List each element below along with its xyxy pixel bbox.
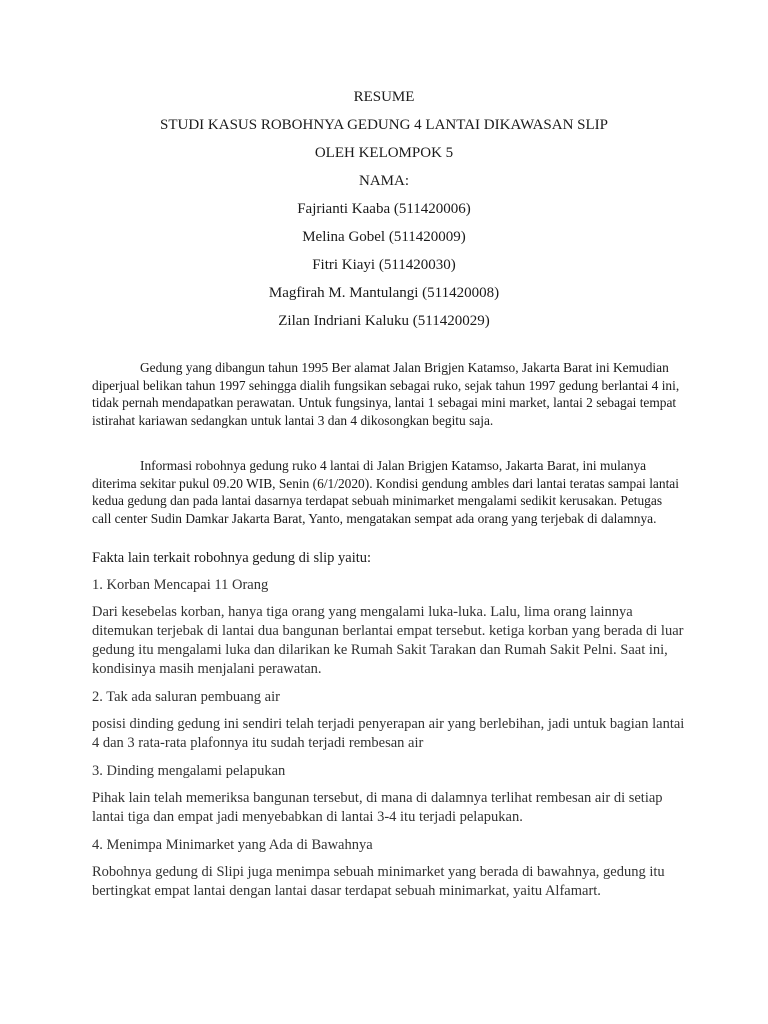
member-name: Magfirah M. Mantulangi (511420008) bbox=[268, 285, 500, 301]
document-title: STUDI KASUS ROBOHNYA GEDUNG 4 LANTAI DIKAWASAN SLIP bbox=[159, 117, 609, 133]
facts-heading: Fakta lain terkait robohnya gedung di slip yaitu: bbox=[92, 550, 372, 566]
fact-body: Robohnya gedung di Slipi juga menimpa sebuah minimarket yang berada di bawahnya, gedung itu bertingkat empat lantai dengan lantai dasar terdapat sebuah minimarkat, yaitu Alfamart. bbox=[92, 864, 665, 899]
info-paragraph: Informasi robohnya gedung ruko 4 lantai di Jalan Brigjen Katamso, Jakarta Barat, ini mulanya diterima sekitar pukul 09.20 WIB, Senin (6/1/2020). Kondisi gendung ambles dari lantai teratas sampai lantai kedua gedung dan pada lantai dasarnya terdapat sebuah minimarket mengalami sedikit kerusakan. Petugas call center Sudin Damkar Jakarta Barat, Yanto, mengatakan sempat ada orang yang terjebak di dalamnya. bbox=[92, 458, 679, 526]
fact-heading: 3. Dinding mengalami pelapukan bbox=[92, 763, 286, 779]
fact-body: Dari kesebelas korban, hanya tiga orang yang mengalami luka-luka. Lalu, lima orang lainnya ditemukan terjebak di lantai dua bangunan berlantai empat tersebut. ketiga korban yang berada di luar gedung itu mengalami luka dan dilarikan ke Rumah Sakit Tarakan dan Rumah Sakit Pelni. Saat ini, kondisinya masih menjalani perawatan. bbox=[92, 604, 684, 677]
fact-body: Pihak lain telah memeriksa bangunan tersebut, di mana di dalamnya terlihat rembesan air di setiap lantai tiga dan empat jadi menyebabkan di lantai 3-4 itu terjadi pelapukan. bbox=[92, 790, 663, 825]
intro-paragraph: Gedung yang dibangun tahun 1995 Ber alamat Jalan Brigjen Katamso, Jakarta Barat ini Kemudian diperjual belikan tahun 1997 sehingga dialih fungsikan sebagai ruko, sejak tahun 1997 gedung berlantai 4 ini, tidak pernah mendapatkan perawatan. Untuk fungsinya, lantai 1 sebagai mini market, lantai 2 sebagai tempat istirahat kariawan sedangkan untuk lantai 3 dan 4 dikosongkan begitu saja. bbox=[92, 360, 680, 428]
fact-body: posisi dinding gedung ini sendiri telah terjadi penyerapan air yang berlebihan, jadi untuk bagian lantai 4 dan 3 rata-rata plafonnya itu sudah terjadi rembesan air bbox=[92, 716, 685, 751]
fact-heading: 1. Korban Mencapai 11 Orang bbox=[92, 577, 269, 593]
member-name: Fajrianti Kaaba (511420006) bbox=[297, 201, 471, 217]
fact-heading: 4. Menimpa Minimarket yang Ada di Bawahnya bbox=[92, 837, 373, 853]
fact-heading: 2. Tak ada saluran pembuang air bbox=[92, 689, 280, 705]
resume-heading: RESUME bbox=[353, 89, 415, 105]
names-label: NAMA: bbox=[358, 173, 409, 189]
member-name: Zilan Indriani Kaluku (511420029) bbox=[278, 313, 490, 329]
member-name: Melina Gobel (511420009) bbox=[302, 229, 466, 245]
group-label: OLEH KELOMPOK 5 bbox=[314, 145, 454, 161]
member-name: Fitri Kiayi (511420030) bbox=[312, 257, 456, 273]
